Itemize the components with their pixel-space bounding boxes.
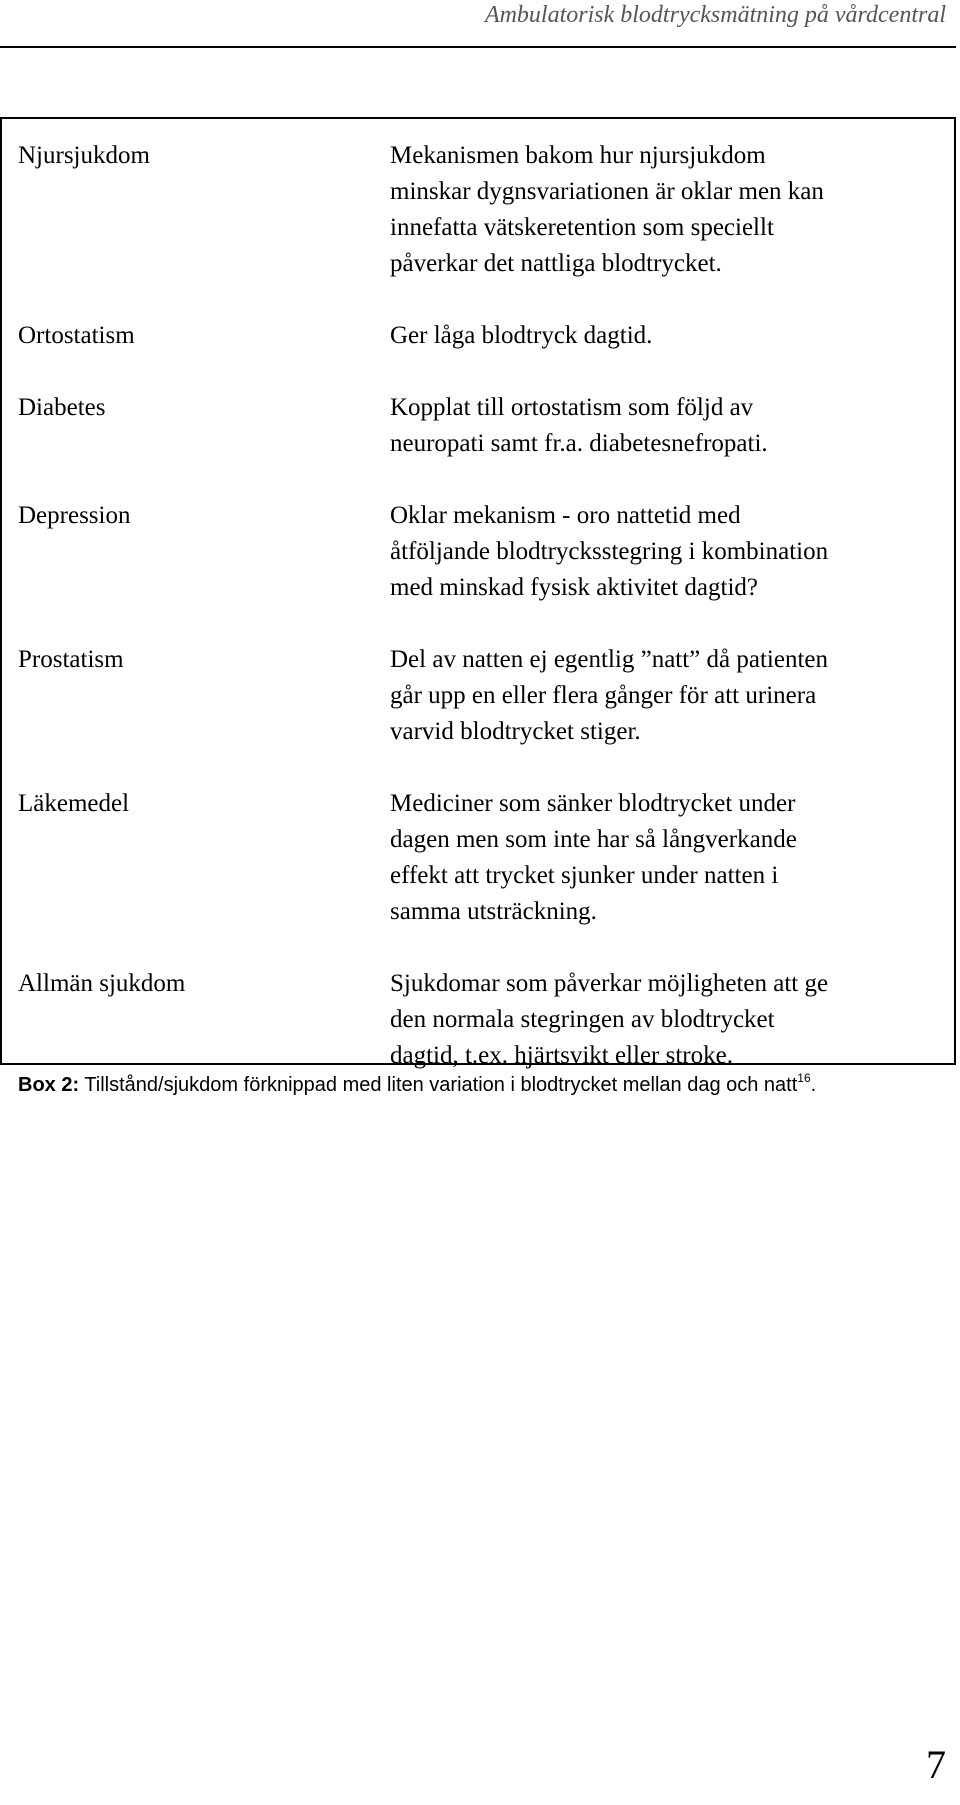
description-line: samma utsträckning. — [390, 898, 597, 925]
description-line: går upp en eller flera gånger för att urinera — [390, 682, 817, 709]
description-line: påverkar det nattliga blodtrycket. — [390, 250, 722, 277]
description-line: innefatta vätskeretention som speciellt — [390, 214, 774, 241]
row-term-diabetes: Diabetes — [18, 394, 106, 421]
row-term-prostatism: Prostatism — [18, 646, 124, 673]
description-line: Kopplat till ortostatism som följd av — [390, 394, 754, 421]
caption-reference: 16 — [797, 1071, 811, 1085]
row-description-depression — [390, 498, 950, 606]
caption-trailing: . — [810, 1074, 817, 1096]
row-description-ortostatism — [390, 318, 950, 354]
description-line: Oklar mekanism - oro nattetid med — [390, 502, 741, 529]
description-line: neuropati samt fr.a. diabetesnefropati. — [390, 430, 768, 457]
description-line: dagen men som inte har så långverkande — [390, 826, 797, 853]
box-caption — [18, 1071, 817, 1097]
description-line: Mekanismen bakom hur njursjukdom — [390, 142, 766, 169]
row-description-prostatism — [390, 642, 950, 750]
page-number: 7 — [926, 1742, 946, 1787]
description-line: Ger låga blodtryck dagtid. — [390, 322, 653, 349]
row-term-njursjukdom: Njursjukdom — [18, 142, 150, 169]
row-term-ortostatism: Ortostatism — [18, 322, 135, 349]
row-term-depression: Depression — [18, 502, 131, 529]
description-line: åtföljande blodtrycksstegring i kombination — [390, 538, 829, 565]
description-line: Sjukdomar som påverkar möjligheten att ge — [390, 970, 829, 997]
description-line: den normala stegringen av blodtrycket — [390, 1006, 775, 1033]
row-description-njursjukdom — [390, 138, 950, 282]
caption-label: Box 2: — [18, 1074, 80, 1096]
running-header: Ambulatorisk blodtrycksmätning på vårdcentral — [484, 2, 946, 28]
description-line: Del av natten ej egentlig ”natt” då patienten — [390, 646, 829, 673]
row-description-allman-sjukdom — [390, 966, 950, 1074]
description-line: effekt att trycket sjunker under natten i — [390, 862, 779, 889]
row-term-allman-sjukdom: Allmän sjukdom — [18, 970, 186, 997]
row-description-lakemedel — [390, 786, 950, 930]
description-line: dagtid, t.ex. hjärtsvikt eller stroke. — [390, 1042, 733, 1069]
description-line: med minskad fysisk aktivitet dagtid? — [390, 574, 758, 601]
description-line: minskar dygnsvariationen är oklar men kan — [390, 178, 824, 205]
header-rule — [0, 46, 956, 48]
caption-text: Tillstånd/sjukdom förknippad med liten variation i blodtrycket mellan dag och natt — [79, 1074, 798, 1096]
description-line: varvid blodtrycket stiger. — [390, 718, 641, 745]
row-description-diabetes — [390, 390, 950, 462]
description-line: Mediciner som sänker blodtrycket under — [390, 790, 796, 817]
box-2-table — [0, 117, 956, 1069]
row-term-lakemedel: Läkemedel — [18, 790, 130, 817]
